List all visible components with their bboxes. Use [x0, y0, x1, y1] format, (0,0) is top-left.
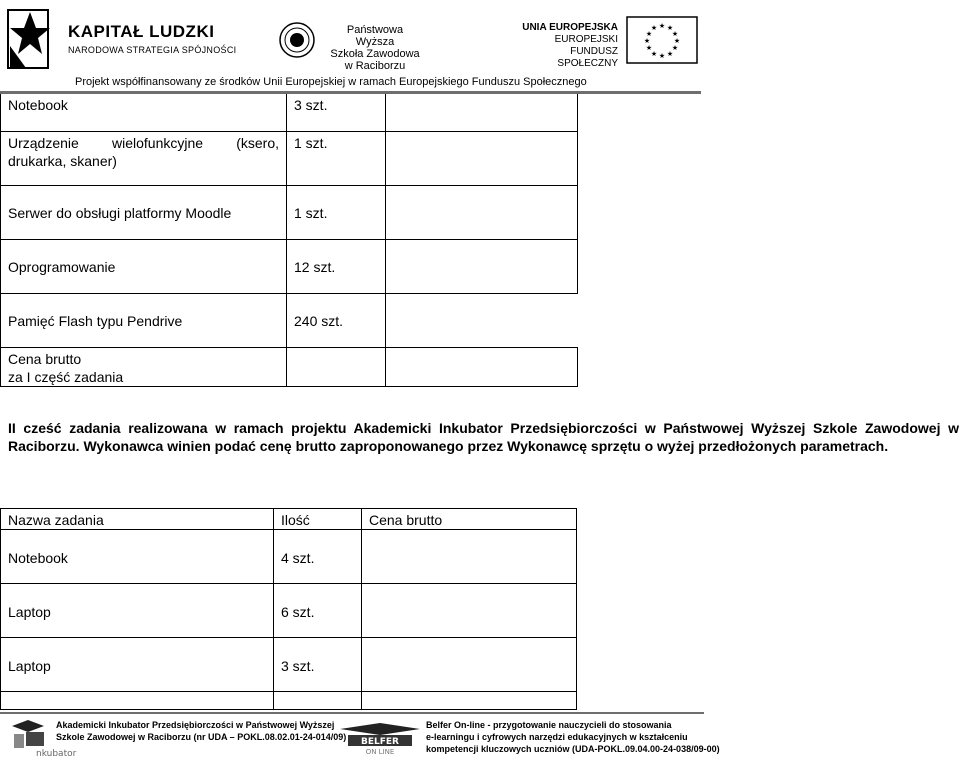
item-name: Laptop: [1, 638, 274, 692]
table-header-row: [1, 509, 577, 530]
footer-line: Akademicki Inkubator Przedsiębiorczości w Państwowej Wyższej: [56, 720, 335, 730]
inkubator-logo-text: nkubator: [36, 749, 77, 759]
eu-line: EUROPEJSKI: [554, 34, 618, 45]
column-header-qty: Ilość: [274, 509, 362, 530]
footer-left-text: [56, 719, 346, 743]
eu-line: UNIA EUROPEJSKA: [522, 22, 618, 33]
eu-line: FUNDUSZ SPOŁECZNY: [557, 46, 618, 69]
table-row: [1, 239, 578, 293]
kapital-ludzki-subtitle: NARODOWA STRATEGIA SPÓJNOŚCI: [68, 45, 237, 55]
svg-text:★: ★: [671, 30, 679, 38]
table-row: [1, 584, 577, 638]
belfer-logo-icon: [340, 723, 420, 755]
item-price-cell: [362, 530, 577, 584]
item-price-cell: [386, 131, 578, 185]
svg-text:★: ★: [645, 44, 653, 52]
svg-text:★: ★: [658, 22, 666, 30]
pwsz-line: w Raciborzu: [344, 60, 406, 72]
item-price-cell: [386, 185, 578, 239]
svg-text:★: ★: [658, 52, 666, 60]
project-funding-line: Projekt współfinansowany ze środków Unii Europejskiej w ramach Europejskiego Funduszu Społecznego: [75, 76, 587, 88]
item-name: Laptop: [1, 584, 274, 638]
item-name: Notebook: [1, 94, 287, 131]
item-price-cell: [386, 293, 578, 347]
item-price-cell: [386, 94, 578, 131]
footer-divider: [0, 712, 704, 714]
table-row: [1, 530, 577, 584]
svg-text:★: ★: [673, 37, 681, 45]
empty-cell: [1, 692, 274, 710]
kapital-ludzki-title: KAPITAŁ LUDZKI: [68, 22, 215, 41]
belfer-logo-subtext: ON LINE: [365, 748, 395, 756]
equipment-table-part1: [0, 94, 578, 387]
svg-text:★: ★: [666, 50, 674, 58]
svg-text:★: ★: [671, 44, 679, 52]
belfer-logo-text: BELFER: [361, 737, 399, 747]
item-qty: 1 szt.: [287, 131, 386, 185]
table-row-empty: [1, 692, 577, 710]
svg-text:★: ★: [643, 37, 651, 45]
item-qty: 3 szt.: [287, 94, 386, 131]
item-qty: 1 szt.: [287, 185, 386, 239]
footer-line: Szkole Zawodowej w Raciborzu (nr UDA – POKL.08.02.01-24-014/09): [56, 732, 347, 742]
table-row: [1, 638, 577, 692]
footer-right-text: [426, 719, 720, 755]
footer-line: e-learningu i cyfrowych narzędzi edukacyjnych w kształceniu: [426, 732, 688, 742]
svg-text:★: ★: [645, 30, 653, 38]
table-row: [1, 293, 578, 347]
pwsz-line: Szkoła Zawodowa: [330, 48, 420, 60]
table-row-total: [1, 347, 578, 386]
footer-line: Belfer On-line - przygotowanie nauczycieli do stosowania: [426, 720, 672, 730]
item-name-line: drukarka, skaner): [8, 152, 117, 169]
svg-text:★: ★: [666, 24, 674, 32]
column-header-name: Nazwa zadania: [1, 509, 274, 530]
eu-text: [508, 22, 618, 70]
item-name: Oprogramowanie: [1, 239, 287, 293]
total-value-cell: [287, 347, 386, 386]
part2-description: II cześć zadania realizowana w ramach projektu Akademicki Inkubator Przedsiębiorczości w Państwowej Wyższej Szkole Zawodowej w Raciborzu. Wykonawca winien podać cenę brutto zaproponowanego przez Wykonawcę sprzętu o wyżej przedłożonych parametrach.: [8, 420, 959, 454]
pwsz-line: Państwowa Wyższa: [346, 24, 404, 48]
svg-text:★: ★: [650, 50, 658, 58]
item-qty: 3 szt.: [274, 638, 362, 692]
item-qty: 240 szt.: [287, 293, 386, 347]
item-name: Notebook: [1, 530, 274, 584]
item-price-cell: [362, 638, 577, 692]
equipment-table-part2: [0, 508, 577, 710]
footer-line: kompetencji kluczowych uczniów (UDA-POKL.09.04.00-24-038/09-00): [426, 744, 720, 754]
item-qty: 6 szt.: [274, 584, 362, 638]
item-price-cell: [386, 239, 578, 293]
table-row: [1, 185, 578, 239]
pwsz-name: [330, 24, 420, 72]
empty-cell: [362, 692, 577, 710]
item-qty: 12 szt.: [287, 239, 386, 293]
total-extra-cell: [386, 347, 578, 386]
item-name: [1, 131, 287, 185]
eu-flag-icon: [626, 16, 698, 64]
item-name: Serwer do obsługi platformy Moodle: [1, 185, 287, 239]
empty-cell: [274, 692, 362, 710]
svg-text:★: ★: [650, 24, 658, 32]
kapital-ludzki-logo-icon: [6, 6, 50, 70]
item-name-line: Urządzenie wielofunkcyjne (ksero,: [8, 134, 279, 151]
total-label-line: za I część zadania: [8, 368, 124, 385]
column-header-price: Cena brutto: [362, 509, 577, 530]
table-row: [1, 131, 578, 185]
item-qty: 4 szt.: [274, 530, 362, 584]
table-row: [1, 94, 578, 131]
total-label: [1, 347, 287, 386]
total-label-line: Cena brutto: [8, 350, 82, 367]
pwsz-seal-icon: [279, 22, 315, 58]
item-name: Pamięć Flash typu Pendrive: [1, 293, 287, 347]
item-price-cell: [362, 584, 577, 638]
